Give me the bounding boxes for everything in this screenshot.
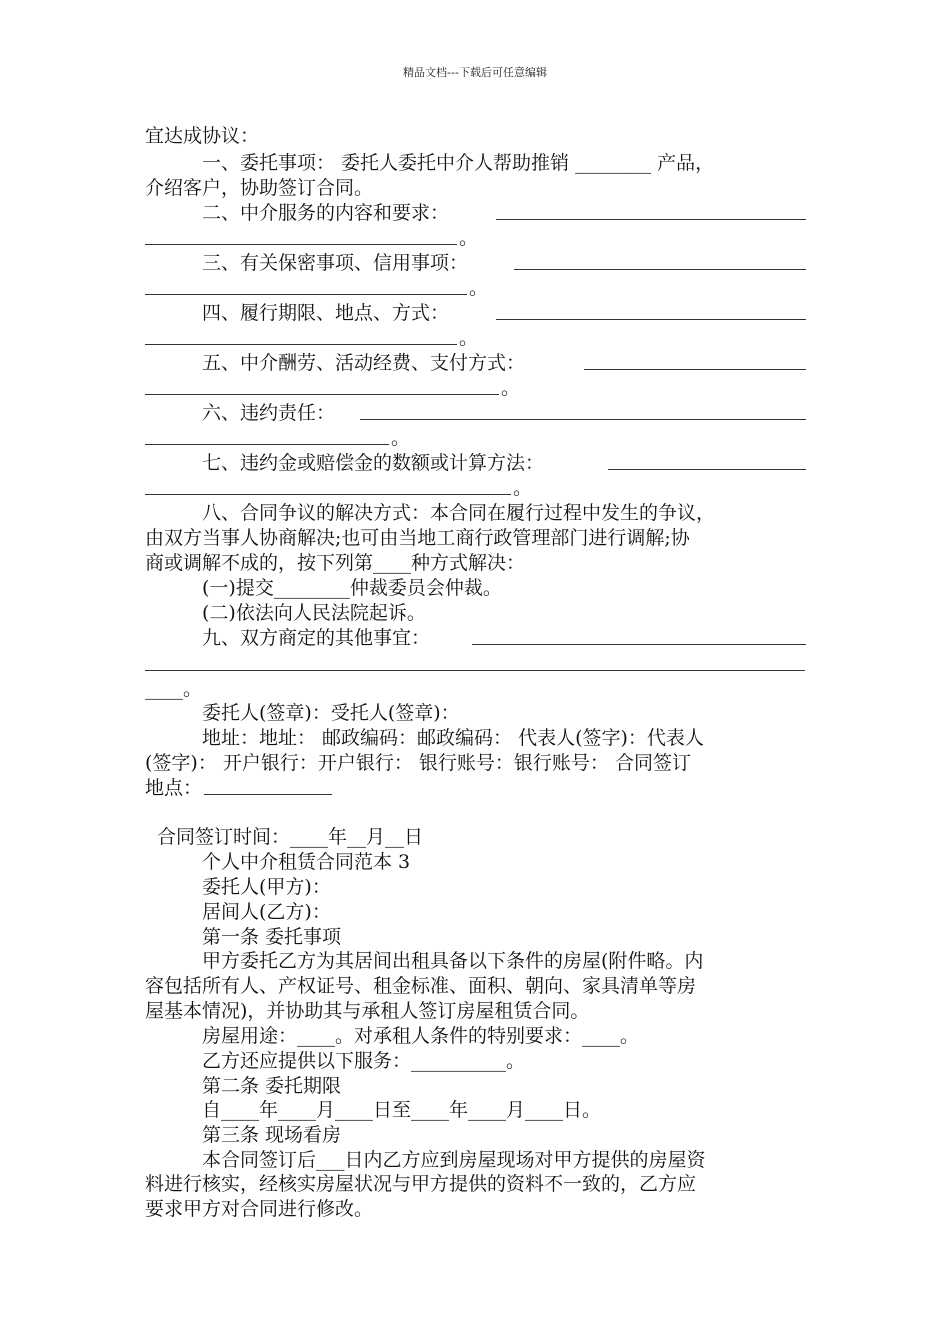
text-line: 甲方委托乙方为其居间出租具备以下条件的房屋(附件略。内	[202, 950, 704, 972]
text-line: 合同签订时间：____年__月__日	[157, 826, 424, 848]
text-line: 。	[501, 377, 521, 399]
text-line: 六、违约责任：	[202, 402, 336, 424]
text-line: 。	[459, 227, 479, 249]
text-line: 一、委托事项： 委托人委托中介人帮助推销 ________ 产品，	[202, 152, 715, 174]
text-line: 第三条 现场看房	[202, 1124, 342, 1146]
text-line: 委托人(签章)：受托人(签章)：	[202, 702, 460, 724]
text-line: 二、中介服务的内容和要求：	[202, 202, 450, 224]
page-header: 精品文档---下载后可任意编辑	[403, 66, 547, 79]
text-line: 自____年____月____日至____年____月____日。	[202, 1099, 602, 1121]
text-line: (签字)： 开户银行：开户银行： 银行账号：银行账号： 合同签订	[145, 752, 691, 774]
text-line: 九、双方商定的其他事宜：	[202, 627, 431, 649]
fill-blank	[608, 451, 806, 470]
text-line: 乙方还应提供以下服务：__________。	[202, 1050, 526, 1072]
text-line: 七、违约金或赔偿金的数额或计算方法：	[202, 452, 545, 474]
fill-blank	[145, 376, 499, 395]
fill-blank	[145, 652, 805, 671]
fill-blank	[514, 251, 806, 270]
text-line: 三、有关保密事项、信用事项：	[202, 252, 469, 274]
text-line: 。	[459, 327, 479, 349]
text-line: 要求甲方对合同进行修改。	[145, 1198, 374, 1220]
text-line: 四、履行期限、地点、方式：	[202, 302, 450, 324]
fill-blank	[360, 401, 806, 420]
text-line: 委托人(甲方)：	[202, 876, 331, 898]
text-line: 屋基本情况)，并协助其与承租人签订房屋租赁合同。	[145, 1000, 590, 1022]
fill-blank	[145, 276, 467, 295]
text-line: 第一条 委托事项	[202, 926, 342, 948]
fill-blank	[584, 351, 806, 370]
text-line: 五、中介酬劳、活动经费、支付方式：	[202, 352, 526, 374]
text-line: 地点：	[145, 777, 203, 799]
text-line: 地址：地址： 邮政编码：邮政编码： 代表人(签字)：代表人	[202, 727, 704, 749]
fill-blank	[145, 226, 457, 245]
text-line: 本合同签订后___日内乙方应到房屋现场对甲方提供的房屋资	[202, 1149, 706, 1171]
text-line: 容包括所有人、产权证号、租金标准、面积、朝向、家具清单等房	[145, 975, 697, 997]
text-line: 介绍客户，协助签订合同。	[145, 177, 374, 199]
text-line: 商或调解不成的，按下列第____种方式解决：	[145, 552, 526, 574]
fill-blank	[145, 426, 389, 445]
text-line: 。	[513, 477, 533, 499]
text-line: 个人中介租赁合同范本 3	[202, 851, 411, 873]
fill-blank	[204, 776, 332, 795]
text-line: 宜达成协议：	[145, 125, 260, 147]
fill-blank	[145, 326, 457, 345]
text-line: 房屋用途：____。对承租人条件的特别要求：____。	[202, 1025, 640, 1047]
fill-blank	[496, 201, 806, 220]
fill-blank	[496, 301, 806, 320]
text-line: 第二条 委托期限	[202, 1075, 342, 1097]
text-line: (一)提交________仲裁委员会仲裁。	[202, 577, 502, 599]
fill-blank	[145, 476, 511, 495]
text-line: (二)依法向人民法院起诉。	[202, 602, 426, 624]
text-line: 由双方当事人协商解决;也可由当地工商行政管理部门进行调解;协	[145, 527, 690, 549]
fill-blank	[472, 626, 806, 645]
text-line: 。	[469, 277, 489, 299]
text-line: ____。	[145, 678, 203, 700]
text-line: 。	[391, 427, 411, 449]
text-line: 八、合同争议的解决方式：本合同在履行过程中发生的争议，	[202, 502, 716, 524]
text-line: 料进行核实，经核实房屋状况与甲方提供的资料不一致的，乙方应	[145, 1173, 697, 1195]
text-line: 居间人(乙方)：	[202, 901, 331, 923]
